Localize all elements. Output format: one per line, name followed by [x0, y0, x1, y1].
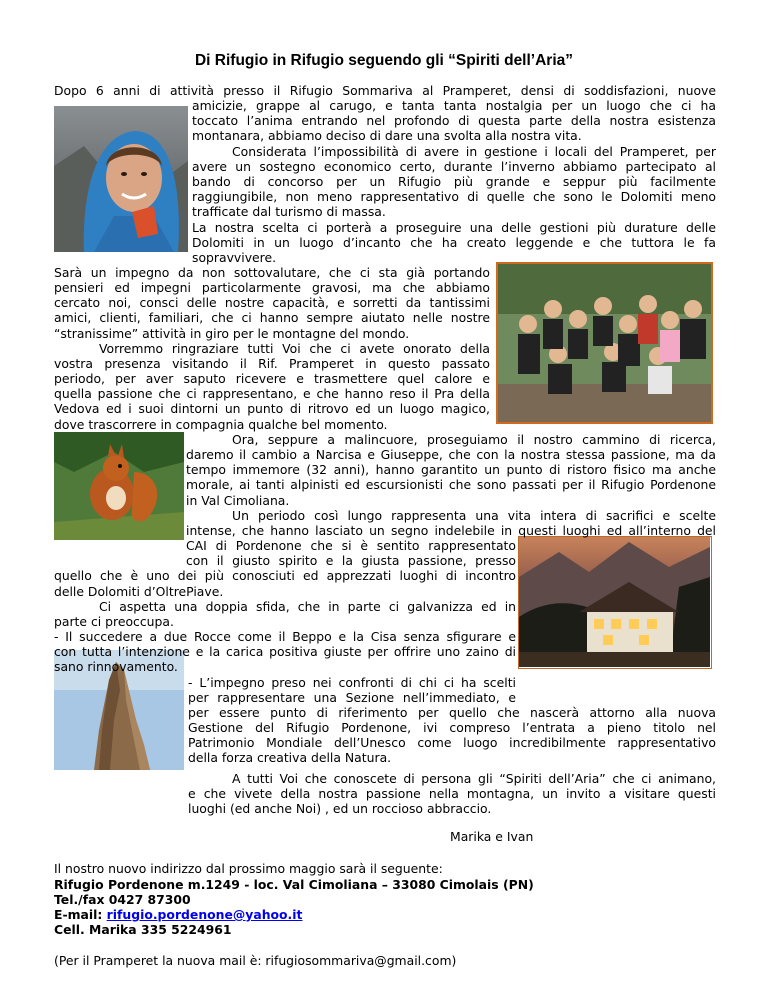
- text-line: e che vivete della nostra passione nella montagna, un invito a visitare questi: [188, 786, 716, 801]
- text-line: Gestione del Rifugio Pordenone, ivi compreso l’entrata a pieno titolo nel: [188, 720, 716, 735]
- text-line: delle Dolomiti d’OltrePiave.: [54, 584, 224, 599]
- text-line: sopravvivere.: [192, 250, 277, 265]
- group-photo: [496, 262, 713, 424]
- text-line: amici, clienti, familiari, che ci hanno sempre aiutato nelle nostre: [54, 310, 490, 325]
- text-line: quella passione che ci rappresentano, e che hanno reso il Pra della: [54, 386, 490, 401]
- text-line: Considerata l’impossibilità di avere in gestione i locali del Pramperet, per: [232, 144, 716, 159]
- text-line: Ci aspetta una doppia sfida, che in parte ci galvanizza ed in: [99, 599, 516, 614]
- text-line: sano rinnovamento.: [54, 659, 178, 674]
- text-line: quello che è uno dei più conosciuti ed apprezzati luoghi di incontro: [54, 568, 516, 583]
- text-line: amicizie, grappe al carugo, e tanta tanta nostalgia per un luogo che ci ha: [192, 98, 716, 113]
- text-line: Patrimonio Mondiale dell’Unesco come luogo incredibilmente rappresentativo: [188, 735, 716, 750]
- text-line: della forza creativa della Natura.: [188, 750, 392, 765]
- text-line: A tutti Voi che conoscete di persona gli “Spiriti dell’Aria” che ci animano,: [232, 771, 716, 786]
- text-line: “stranissime” attività in giro per le montagne del mondo.: [54, 326, 410, 341]
- text-line: toccato l’anima entrando nel profondo di questa parte della nostra esistenza: [192, 113, 716, 128]
- text-line: periodo, per aver saputo ricevere e trasmettere quel calore e: [54, 371, 490, 386]
- text-line: bando di concorso per un Rifugio più grande e seppur più facilmente: [192, 174, 716, 189]
- address-intro: Il nostro nuovo indirizzo dal prossimo maggio sarà il seguente:: [54, 861, 443, 876]
- text-line: daremo il cambio a Narcisa e Giuseppe, che con la nostra stessa passione, ma da: [186, 447, 716, 462]
- email-link[interactable]: rifugio.pordenone@yahoo.it: [106, 907, 303, 922]
- phone-line: Tel./fax 0427 87300: [54, 892, 191, 907]
- rifugio-photo: [518, 536, 712, 669]
- email-label: E-mail:: [54, 907, 107, 922]
- email-line: [54, 908, 302, 922]
- text-line: cercato noi, consci delle nostre capacità, e sorretti da tantissimi: [54, 295, 490, 310]
- text-line: luoghi (ed anche Noi) , ed un roccioso abbraccio.: [188, 801, 492, 816]
- text-line: dove trascorrere in compagnia qualche bel momento.: [54, 417, 388, 432]
- text-line: Ora, seppure a malincuore, proseguiamo il nostro cammino di ricerca,: [232, 432, 716, 447]
- text-line: - L’impegno preso nei confronti di chi ci ha scelti: [188, 675, 516, 690]
- page-title: Di Rifugio in Rifugio seguendo gli “Spiriti dell’Aria”: [194, 52, 574, 69]
- text-line: tempo immemore (32 anni), hanno garantito un punto di ristoro fisico ma anche: [186, 462, 716, 477]
- text-line: per essere punto di riferimento per quello che nascerà attorno alla nuova: [188, 705, 716, 720]
- text-line: montanara, abbiamo deciso di dare una svolta alla nostra vita.: [192, 128, 582, 143]
- text-line: intense, che hanno lasciato un segno indelebile in questi luoghi ed all’interno del: [186, 523, 716, 538]
- address-line: Rifugio Pordenone m.1249 - loc. Val Cimoliana – 33080 Cimolais (PN): [54, 877, 534, 892]
- cell-line: Cell. Marika 335 5224961: [54, 922, 232, 937]
- text-line: - Il succedere a due Rocce come il Beppo e la Cisa senza sfigurare e: [54, 629, 516, 644]
- text-line: Sarà un impegno da non sottovalutare, che ci sta già portando: [54, 265, 490, 280]
- text-line: in Val Cimoliana.: [186, 493, 290, 508]
- squirrel-photo: [54, 432, 184, 540]
- text-line: Dolomiti in un luogo d’incanto che ha creato leggende e che tuttora le fa: [192, 235, 716, 250]
- signature: Marika e Ivan: [450, 829, 534, 844]
- text-line: vostra presenza visitando il Rif. Pramperet in questo passato: [54, 356, 490, 371]
- text-line: Vedova ed i suoi dintorni un punto di ritrovo ed un luogo magico,: [54, 401, 490, 416]
- text-line: con tutta l’intenzione e la carica positiva giuste per offrire uno zaino di: [54, 644, 516, 659]
- text-line: La nostra scelta ci porterà a proseguire una delle gestioni più durature delle: [192, 220, 716, 235]
- text-line: Un periodo così lungo rappresenta una vita intera di sacrifici e scelte: [232, 508, 716, 523]
- text-line: Vorremmo ringraziare tutti Voi che ci avete onorato della: [99, 341, 490, 356]
- text-line: con il giusto spirito e la giusta passione, presso: [186, 553, 516, 568]
- text-line: pensieri ed impegni particolarmente gravosi, ma che abbiamo: [54, 280, 490, 295]
- text-line: CAI di Pordenone che si è sentito rappresentato: [186, 538, 516, 553]
- text-line: Dopo 6 anni di attività presso il Rifugio Sommariva al Pramperet, densi di soddisfazioni, nuove: [54, 83, 716, 98]
- text-line: morale, ai tanti alpinisti ed escursionisti che sono passati per il Rifugio Pordenone: [186, 477, 716, 492]
- text-line: raggiungibile, non meno rappresentativo di quelle che sono le Dolomiti meno: [192, 189, 716, 204]
- text-line: avere un sostegno economico certo, durante l’inverno abbiamo partecipato al: [192, 159, 716, 174]
- text-line: per rappresentare una Sezione nell’immediato, e: [188, 690, 516, 705]
- footer-note: (Per il Pramperet la nuova mail è: rifugiosommariva@gmail.com): [54, 953, 457, 968]
- text-line: parte ci preoccupa.: [54, 614, 174, 629]
- hiker-photo: [54, 106, 188, 252]
- text-line: trafficate dal turismo di massa.: [192, 204, 386, 219]
